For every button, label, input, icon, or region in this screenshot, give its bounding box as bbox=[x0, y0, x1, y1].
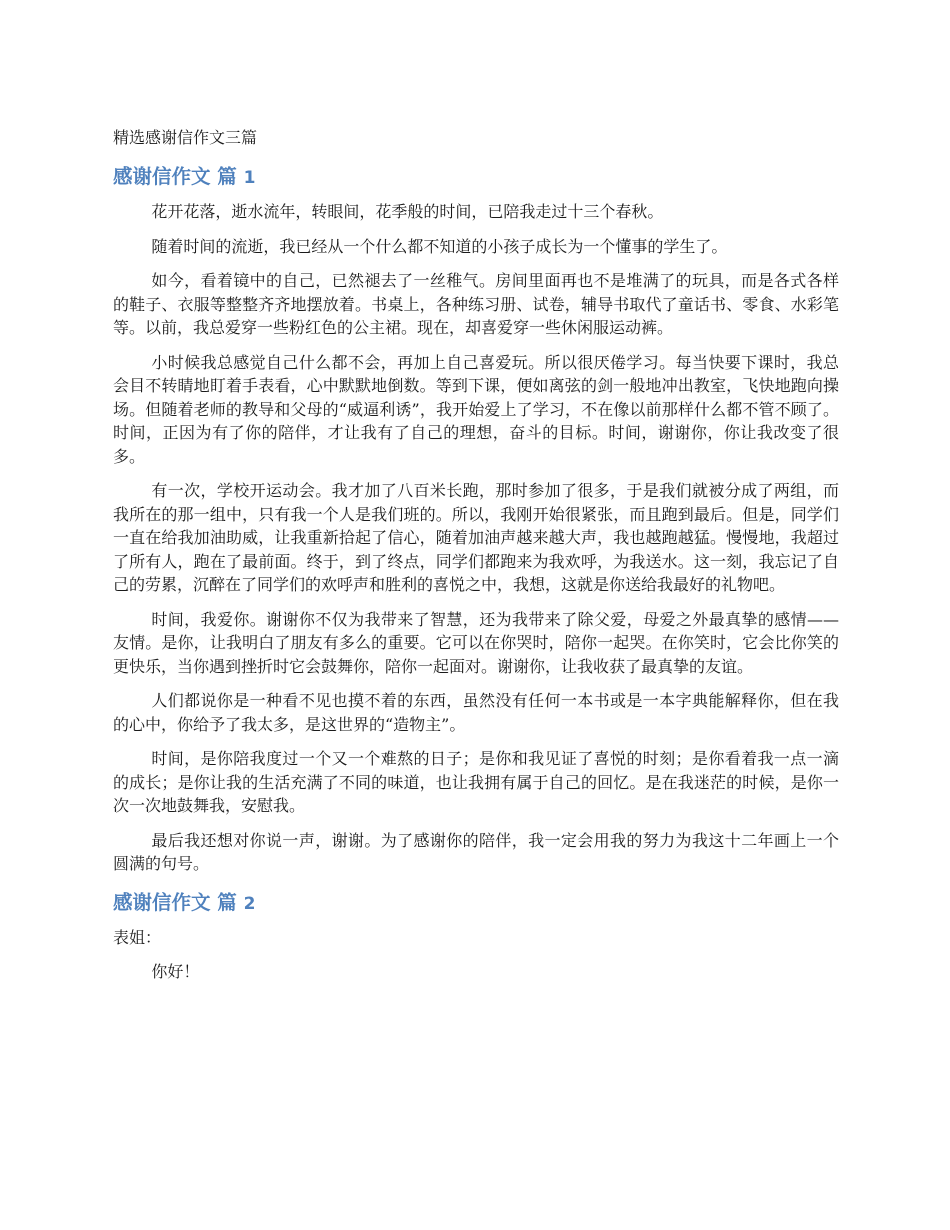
paragraph: 随着时间的流逝，我已经从一个什么都不知道的小孩子成长为一个懂事的学生了。 bbox=[151, 236, 728, 256]
paragraph: 时间，我爱你。谢谢你不仅为我带来了智慧，还为我带来了除父爱，母爱之外最真挚的感情——友情。是你，让我明白了朋友有多么的重要。它可以在你哭时，陪你一起哭。在你笑时，它会比你笑的更快乐，当你遇到挫折时它会鼓舞你，陪你一起面对。谢谢你，让我收获了最真挚的友谊。 bbox=[113, 609, 839, 676]
section-heading-1 bbox=[113, 164, 839, 191]
paragraph: 时间，是你陪我度过一个又一个难熬的日子；是你和我见证了喜悦的时刻；是你看着我一点一滴的成长；是你让我的生活充满了不同的味道，也让我拥有属于自己的回忆。是在我迷茫的时候，是你一次一次地鼓舞我，安慰我。 bbox=[113, 749, 839, 815]
section-heading-number: 2 bbox=[243, 893, 256, 914]
paragraph: 小时候我总感觉自己什么都不会，再加上自己喜爱玩。所以很厌倦学习。每当快要下课时，我总会目不转睛地盯着手表看，心中默默地倒数。等到下课，便如离弦的剑一般地冲出教室，飞快地跑向操场。但随着老师的教导和父母的“威逼利诱”，我开始爱上了学习，不在像以前那样什么都不管不顾了。时间，正因为有了你的陪伴，才让我有了自己的理想，奋斗的目标。时间，谢谢你，你让我改变了很多。 bbox=[113, 352, 839, 466]
paragraph: 人们都说你是一种看不见也摸不着的东西，虽然没有任何一本书或是一本字典能解释你，但在我的心中，你给予了我太多，是这世界的“造物主”。 bbox=[113, 691, 839, 734]
section-heading-number: 1 bbox=[243, 168, 256, 188]
document-page bbox=[113, 126, 839, 995]
section-heading-text: 感谢信作文 篇 bbox=[113, 165, 237, 188]
essay-section-1 bbox=[113, 164, 839, 876]
section-heading-2 bbox=[113, 890, 839, 917]
paragraph: 如今，看着镜中的自己，已然褪去了一丝稚气。房间里面再也不是堆满了的玩具，而是各式各样的鞋子、衣服等整整齐齐地摆放着。书桌上，各种练习册、试卷，辅导书取代了童话书、零食、水彩笔等。以前，我总爱穿一些粉红色的公主裙。现在，却喜爱穿一些休闲服运动裤。 bbox=[113, 271, 839, 337]
paragraph: 最后我还想对你说一声，谢谢。为了感谢你的陪伴，我一定会用我的努力为我这十二年画上一个圆满的句号。 bbox=[113, 830, 839, 873]
paragraph: 花开花落，逝水流年，转眼间，花季般的时间，已陪我走过十三个春秋。 bbox=[151, 202, 664, 221]
essay-section-2 bbox=[113, 890, 839, 984]
paragraph: 你好！ bbox=[151, 962, 200, 981]
document-title: 精选感谢信作文三篇 bbox=[113, 128, 258, 147]
salutation: 表姐： bbox=[113, 927, 162, 947]
section-heading-text: 感谢信作文 篇 bbox=[113, 890, 237, 914]
paragraph: 有一次，学校开运动会。我才加了八百米长跑，那时参加了很多，于是我们就被分成了两组，而我所在的那一组中，只有我一个人是我们班的。所以，我刚开始很紧张，而且跑到最后。但是，同学们一直在给我加油助威，让我重新拾起了信心，随着加油声越来越大声，我也越跑越猛。慢慢地，我超过了所有人，跑在了最前面。终于，到了终点，同学们都跑来为我欢呼，为我送水。这一刻，我忘记了自己的劳累，沉醉在了同学们的欢呼声和胜利的喜悦之中，我想，这就是你送给我最好的礼物吧。 bbox=[113, 481, 839, 594]
